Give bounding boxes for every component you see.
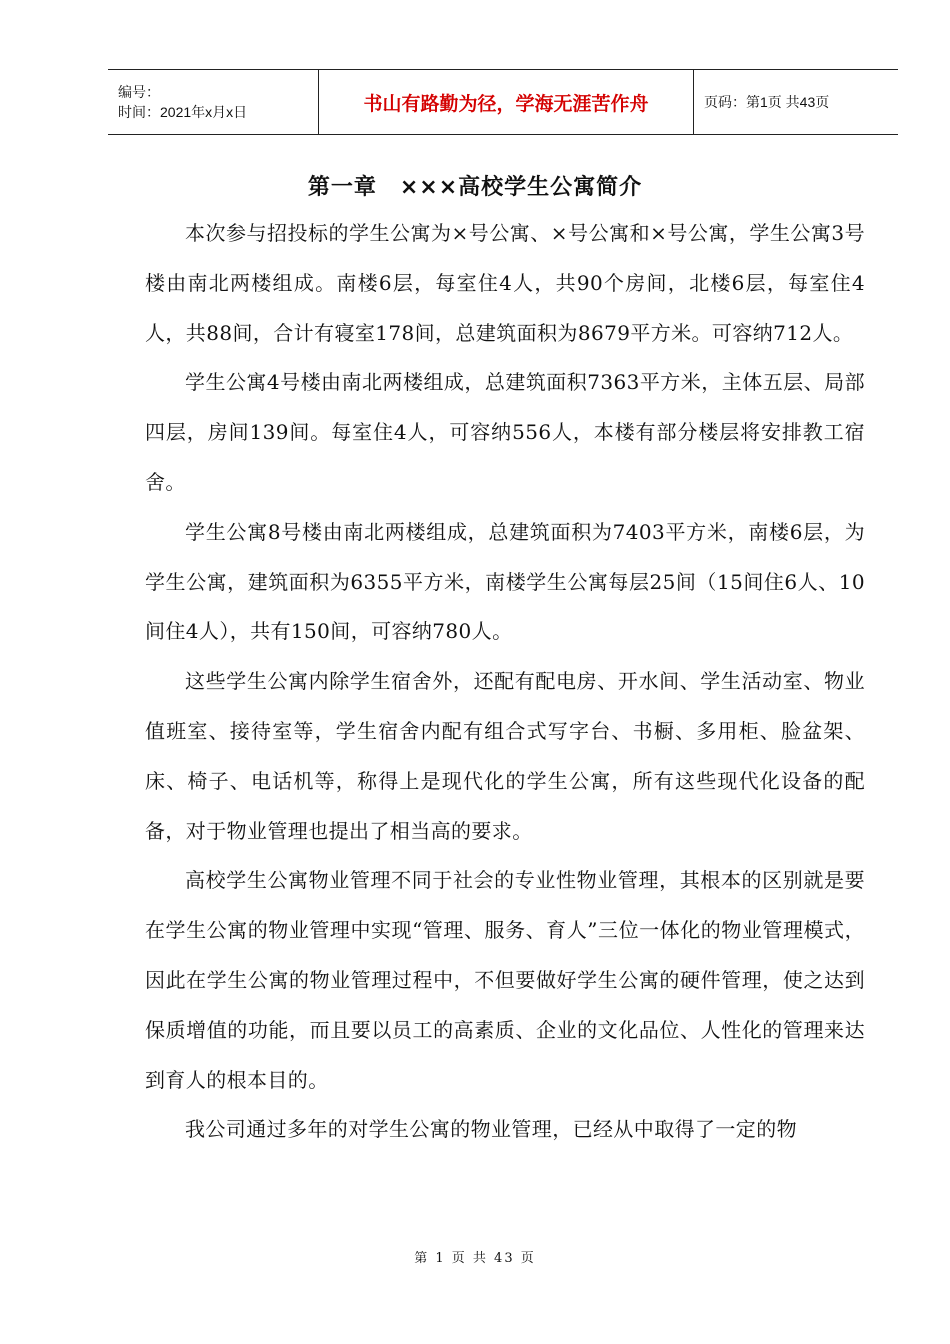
- serial-number-label: 编号：: [118, 84, 160, 100]
- header-motto: 书山有路勤为径，学海无涯苦作舟: [319, 70, 694, 135]
- paragraph: 我公司通过多年的对学生公寓的物业管理，已经从中取得了一定的物: [185, 1117, 797, 1142]
- paragraph: 本次参与招投标的学生公寓为×号公寓、×号公寓和×号公寓，学生公寓3号楼由南北两楼组成。南楼6层，每室住4人，共90个房间，北楼6层，每室住4人，共88间，合计有寝室178间，总建筑面积为8679平方米。可容纳712人。: [145, 221, 865, 345]
- paragraph: 学生公寓4号楼由南北两楼组成，总建筑面积7363平方米，主体五层、局部四层，房间139间。每室住4人，可容纳556人，本楼有部分楼层将安排教工宿舍。: [145, 370, 865, 494]
- header-meta: [108, 70, 319, 135]
- document-header: [108, 69, 898, 135]
- paragraph: 这些学生公寓内除学生宿舍外，还配有配电房、开水间、学生活动室、物业值班室、接待室等，学生宿舍内配有组合式写字台、书橱、多用柜、脸盆架、床、椅子、电话机等，称得上是现代化的学生公寓，所有这些现代化设备的配备，对于物业管理也提出了相当高的要求。: [145, 669, 865, 843]
- paragraph: 学生公寓8号楼由南北两楼组成，总建筑面积为7403平方米，南楼6层，为学生公寓，建筑面积为6355平方米，南楼学生公寓每层25间（15间住6人、10间住4人），共有150间，可容纳780人。: [145, 519, 865, 644]
- chapter-title: 第一章 ×××高校学生公寓简介: [307, 175, 643, 200]
- page-footer: 第 1 页 共 43 页: [414, 1251, 536, 1266]
- header-page-code: 页码：第1页 共43页: [694, 70, 899, 135]
- document-body: [145, 209, 865, 1155]
- date-label: 时间：2021年x月x日: [118, 104, 248, 120]
- paragraph: 高校学生公寓物业管理不同于社会的专业性物业管理，其根本的区别就是要在学生公寓的物业管理中实现“管理、服务、育人”三位一体化的物业管理模式，因此在学生公寓的物业管理过程中，不但要做好学生公寓的硬件管理，使之达到保质增值的功能，而且要以员工的高素质、企业的文化品位、人性化的管理来达到育人的根本目的。: [145, 868, 865, 1092]
